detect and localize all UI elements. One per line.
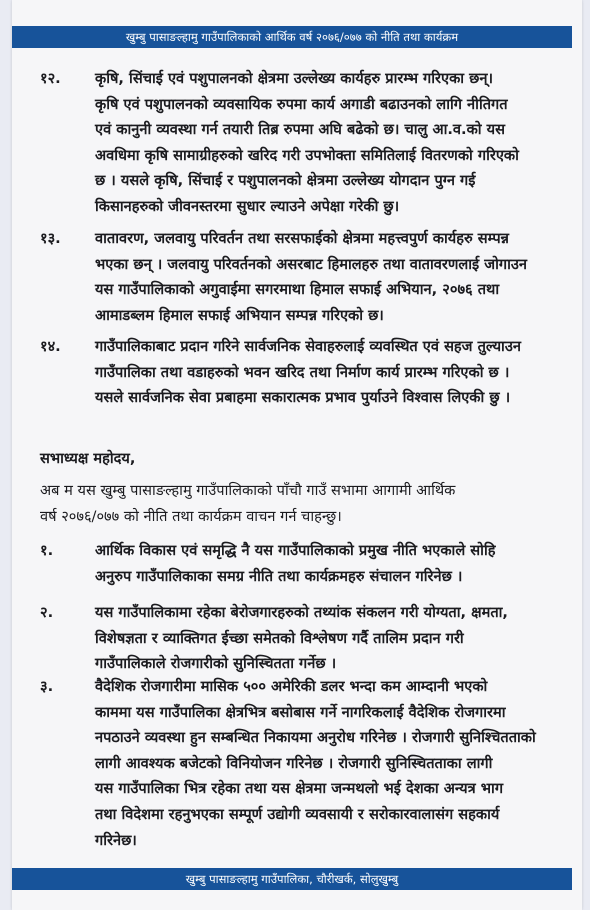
policy-3-text	[95, 674, 565, 853]
text-line: गाउँपालिका तथा वडाहरुको भवन खरिद तथा निर्माण कार्य प्रारम्भ गरिएको छ ।	[95, 363, 510, 381]
policy-number: ३.	[40, 678, 54, 695]
salutation: सभाध्यक्ष महोदय,	[40, 450, 136, 467]
text-line: यस गाउँपालिका भित्र रहेका तथा यस क्षेत्रमा जन्मथलो भई देशका अन्यत्र भाग	[95, 780, 504, 798]
text-line: आर्थिक विकास एवं समृद्धि नै यस गाउँपालिकाको प्रमुख नीति भएकाले सोहि	[95, 542, 496, 559]
text-line: यसले सार्वजनिक सेवा प्रबाहमा सकारात्मक प्रभाव पुर्याउने विश्वास लिएकी छु ।	[95, 389, 511, 407]
policy-number: २.	[40, 604, 54, 621]
text-line: तथा विदेशमा रहनुभएका सम्पूर्ण उद्योगी व्यवसायी र सरोकारवालासंग सहकार्य	[95, 805, 500, 823]
text-line: कृषि, सिंचाई एवं पशुपालनको क्षेत्रमा उल्लेख्य कार्यहरु प्रारम्भ गरिएका छन्।	[95, 70, 494, 87]
text-line: लागी आवश्यक बजेटको विनियोजन गरिनेछ । रोजगारी सुनिस्चितताका लागी	[95, 754, 493, 772]
text-line: गाउँपालिकाबाट प्रदान गरिने सार्वजनिक सेवाहरुलाई व्यवस्थित एवं सहज तुल्याउन	[95, 338, 521, 355]
text-line: वर्ष २०७६/०७७ को नीति तथा कार्यक्रम वाचन गर्न चाहन्छु।	[40, 507, 342, 525]
policy-1-text	[95, 538, 565, 589]
policy-number: १.	[40, 542, 54, 559]
text-line: अब म यस खुम्बु पासाङल्हामु गाउँपालिकाको पाँचौ गाउँ सभामा आगामी आर्थिक	[40, 482, 456, 499]
text-line: काममा यस गाउँपालिका क्षेत्रभित्र बसोबास गर्ने नागरिकलाई वैदेशिक रोजगारमा	[95, 703, 506, 721]
item-number: १२.	[40, 70, 61, 87]
text-line: विशेषज्ञता र व्याक्तिगत ईच्छा समेतको विश्लेषण गर्दै तालिम प्रदान गरी	[95, 629, 464, 647]
text-line: गाउँपालिकाले रोजगारीको सुनिस्चितता गर्नेछ ।	[95, 655, 337, 673]
text-line: नपठाउने व्यवस्था हुन सम्बन्धित निकायमा अनुरोध गरिनेछ । रोजगारी सुनिश्चितताको	[95, 729, 536, 747]
item-13-text	[95, 226, 565, 328]
page-footer-bar: खुम्बु पासाङल्हामु गाउँपालिका, चौरीखर्क, सोलुखुम्बु	[12, 868, 572, 890]
item-number: १३.	[40, 230, 61, 247]
intro-paragraph	[40, 478, 568, 529]
text-line: किसानहरुको जीवनस्तरमा सुधार ल्याउने अपेक्षा गरेकी छु।	[95, 197, 400, 215]
item-12-text	[95, 66, 565, 220]
text-line: यस गाउँपालिकाको अगुवाईमा सगरमाथा हिमाल सफाई अभियान, २०७६ तथा	[95, 281, 500, 299]
text-line: एवं कानुनी व्यवस्था गर्न तयारी तिब्र रुपमा अघि बढेको छ। चालु आ.व.को यस	[95, 121, 505, 139]
text-line: अनुरुप गाउँपालिकाका समग्र नीति तथा कार्यक्रमहरु संचालन गरिनेछ ।	[95, 567, 463, 585]
page-header-bar: खुम्बु पासाङल्हामु गाउँपालिकाको आर्थिक वर्ष २०७६/०७७ को नीति तथा कार्यक्रम	[12, 26, 572, 48]
text-line: अवधिमा कृषि सामाग्रीहरुको खरिद गरी उपभोक्ता समितिलाई वितरणको गरिएको	[95, 146, 519, 164]
text-line: गरिनेछ।	[95, 831, 137, 849]
text-line: छ । यसले कृषि, सिंचाई र पशुपालनको क्षेत्रमा उल्लेख्य योगदान पुग्न गई	[95, 172, 476, 190]
policy-2-text	[95, 600, 565, 677]
text-line: कृषि एवं पशुपालनको व्यवसायिक रुपमा कार्य अगाडी बढाउनको लागि नीतिगत	[95, 95, 508, 113]
text-line: वातावरण, जलवायु परिवर्तन तथा सरसफाईको क्षेत्रमा महत्त्वपुर्ण कार्यहरु सम्पन्न	[95, 230, 509, 247]
text-line: वैदेशिक रोजगारीमा मासिक ५०० अमेरिकी डलर भन्दा कम आम्दानी भएको	[95, 678, 488, 695]
text-line: आमाडब्लम हिमाल सफाई अभियान सम्पन्न गरिएको छ।	[95, 306, 384, 324]
text-line: यस गाउँपालिकामा रहेका बेरोजगारहरुको तथ्यांक संकलन गरी योग्यता, क्षमता,	[95, 604, 508, 621]
item-14-text	[95, 334, 565, 411]
item-number: १४.	[40, 338, 61, 355]
text-line: भएका छन् । जलवायु परिवर्तनको असरबाट हिमालहरु तथा वातावरणलाई जोगाउन	[95, 255, 527, 273]
